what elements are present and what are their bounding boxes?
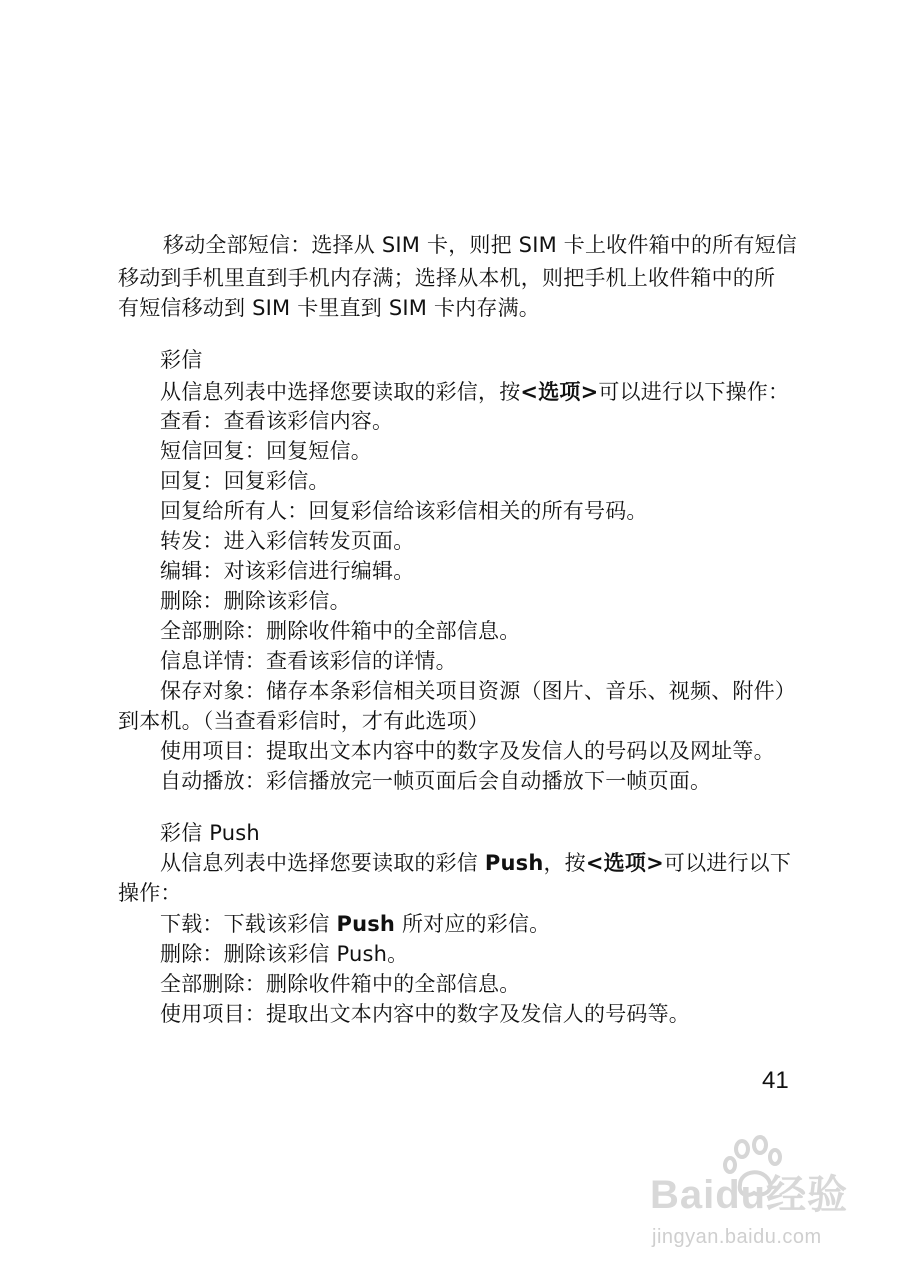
mms-item-edit: 编辑：对该彩信进行编辑。 — [160, 559, 415, 583]
paragraph-move-line-3: 有短信移动到 SIM 卡里直到 SIM 卡内存满。 — [118, 296, 540, 320]
push-item-use-items: 使用项目：提取出文本内容中的数字及发信人的号码等。 — [160, 1002, 690, 1026]
mms-item-save-objects: 保存对象：储存本条彩信相关项目资源（图片、音乐、视频、附件） — [160, 679, 796, 703]
mms-item-sms-reply: 短信回复：回复短信。 — [160, 439, 372, 463]
page-number: 41 — [762, 1067, 789, 1094]
mms-intro-text: 从信息列表中选择您要读取的彩信，按 — [160, 380, 521, 404]
watermark-logo-text: Baidu经验 — [650, 1173, 849, 1217]
push-heading: 彩信 Push — [160, 821, 260, 845]
push-intro-bold: Push — [484, 851, 544, 875]
mms-heading: 彩信 — [160, 348, 203, 372]
push-intro-line-2: 操作： — [118, 881, 182, 905]
mms-intro — [160, 377, 789, 407]
mms-item-details: 信息详情：查看该彩信的详情。 — [160, 649, 457, 673]
paragraph-move-line-1: 移动全部短信：选择从 SIM 卡，则把 SIM 卡上收件箱中的所有短信 — [163, 233, 797, 257]
push-intro-text: 从信息列表中选择您要读取的彩信 — [160, 851, 485, 875]
push-intro — [160, 848, 791, 878]
push-options-key-label: <选项> — [585, 851, 664, 875]
push-intro-end: 可以进行以下 — [663, 851, 792, 875]
push-item-delete-all: 全部删除：删除收件箱中的全部信息。 — [160, 972, 521, 996]
baidu-watermark — [630, 1135, 870, 1265]
paragraph-move-line-2: 移动到手机里直到手机内存满；选择从本机，则把手机上收件箱中的所 — [118, 266, 776, 290]
push-download-end: 所对应的彩信。 — [395, 912, 551, 936]
mms-intro-text-end: 可以进行以下操作： — [598, 380, 790, 404]
mms-item-delete: 删除：删除该彩信。 — [160, 589, 351, 613]
push-item-download — [160, 909, 550, 939]
mms-item-view: 查看：查看该彩信内容。 — [160, 409, 394, 433]
push-download-bold: Push — [336, 912, 396, 936]
options-key-label: <选项> — [520, 380, 599, 404]
push-item-delete: 删除：删除该彩信 Push。 — [160, 942, 409, 966]
push-intro-mid: ，按 — [543, 851, 586, 875]
mms-item-reply: 回复：回复彩信。 — [160, 469, 330, 493]
push-download-text: 下载：下载该彩信 — [160, 912, 337, 936]
mms-item-delete-all: 全部删除：删除收件箱中的全部信息。 — [160, 619, 521, 643]
mms-item-autoplay: 自动播放：彩信播放完一帧页面后会自动播放下一帧页面。 — [160, 769, 712, 793]
mms-item-save-objects-cont: 到本机。（当查看彩信时，才有此选项） — [118, 709, 490, 733]
mms-item-forward: 转发：进入彩信转发页面。 — [160, 529, 415, 553]
watermark-url: jingyan.baidu.com — [652, 1226, 822, 1248]
mms-item-use-items: 使用项目：提取出文本内容中的数字及发信人的号码以及网址等。 — [160, 739, 775, 763]
mms-item-reply-all: 回复给所有人：回复彩信给该彩信相关的所有号码。 — [160, 499, 648, 523]
